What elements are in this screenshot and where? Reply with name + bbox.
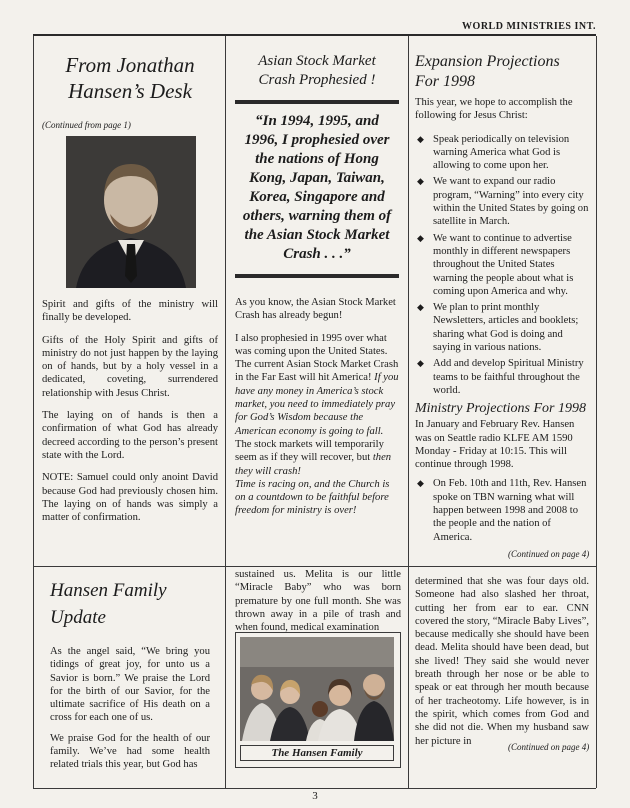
family-photo [240, 637, 394, 741]
list-item-text: We plan to print monthly Newsletters, articles and booklets; sharing what God is doing and saying in various nations. [433, 302, 579, 354]
section-title-jonathan [42, 52, 218, 104]
paragraph: We praise God for the health of our family. We’ve had some health related trials this year, but God has [50, 732, 210, 771]
list-item-text: Add and develop Spiritual Ministry teams to be faithful throughout the world. [433, 358, 584, 396]
list-item-text: We want to continue to advertise monthly in different newspapers throughout the United States warning the people about what is coming upon America and why. [433, 232, 574, 297]
paragraph-emphasis: If you have any money in America’s stock market, you need to immediately pray for God’s Wisdom because the American economy is going to fall. [235, 372, 399, 437]
diamond-bullet-icon: ◆ [417, 133, 424, 144]
title-line: Crash Prophesied ! [258, 72, 376, 88]
column-1 [42, 52, 218, 533]
title-line: Hansen’s Desk [68, 79, 192, 103]
paragraph: determined that she was four days old. Someone had also slashed her throat, cutting her from ear to ear. CNN covered the story, “Miracle Baby Lives”, because medically she should have been dead. Melita should have been dead, but she lived! They said she would never breath through her nose or be able to speak or eat through her mouth because of her tracheotomy. Life however, is in the spirit, which comes from God and she did not die. When my husband saw her picture in [415, 576, 589, 747]
family-photo-frame [235, 632, 401, 768]
pullquote: “In 1994, 1995, and 1996, I prophesied over the nations of Hong Kong, Japan, Taiwan, Korea, Singapore and others, warning them of the Asian Stock Market Crash . . .” [242, 113, 392, 262]
continued-from-note: (Continued from page 1) [42, 120, 131, 130]
bottom-right-column [415, 575, 589, 748]
diamond-bullet-icon: ◆ [417, 358, 424, 369]
paragraph: The laying on of hands is then a confirmation of what God has already decreed according to the person’s present state with the Lord. [42, 410, 218, 461]
family-photo-caption: The Hansen Family [271, 747, 363, 759]
paragraph: NOTE: Samuel could only anoint David because God had previously chosen him. The laying on of hands was simply a matter of confirmation. [42, 472, 218, 524]
jonathan-article-body [42, 298, 218, 524]
continued-on-note-bottom: (Continued on page 4) [508, 742, 590, 752]
paragraph: As the angel said, “We bring you tidings of great joy, for unto us a Savior is born.” We praise the Lord for the birth of our Savior, for the ultimate sacrifice of His death on a cross for each one of us. [50, 646, 210, 724]
section-title-asian-crash [235, 52, 399, 90]
bottom-border [33, 788, 596, 789]
title-line: Hansen Family [50, 580, 167, 601]
title-line: Update [50, 607, 106, 628]
expansion-bullet-list [415, 133, 590, 398]
list-item [415, 477, 590, 543]
column-divider-1 [225, 36, 226, 788]
paragraph-emphasis: then they will crash! [235, 452, 392, 477]
column-3 [415, 52, 590, 547]
paragraph [235, 438, 399, 478]
right-border [596, 36, 597, 788]
expansion-intro: This year, we hope to accomplish the following for Jesus Christ: [415, 97, 573, 122]
title-line: Asian Stock Market [258, 53, 376, 69]
paragraph: Spirit and gifts of the ministry will finally be developed. [42, 299, 218, 324]
diamond-bullet-icon: ◆ [417, 176, 424, 187]
ministry-bullet-list [415, 477, 590, 543]
pullquote-bottom-rule [235, 274, 399, 278]
paragraph: Time is racing on, and the Church is on a countdown to be faithful before freedom for ministry is over! [235, 478, 390, 517]
list-item [415, 175, 590, 228]
diamond-bullet-icon: ◆ [417, 302, 424, 313]
list-item [415, 357, 590, 397]
paragraph: sustained us. Melita is our little “Miracle Baby” who was born premature by one full month. She was thrown away in a pile of trash and when found, medical examination [235, 569, 401, 634]
left-border [33, 36, 34, 788]
diamond-bullet-icon: ◆ [417, 478, 424, 489]
paragraph-text: I also prophesied in 1995 over what was coming upon the United States. The current Asian Stock Market Crash in the Far East will hit America! [235, 332, 399, 384]
page-number: 3 [312, 790, 318, 802]
list-item-text: We want to expand our radio program, “Warning” into every city within the United States by going on satellite in March. [433, 176, 589, 228]
paragraph: Gifts of the Holy Spirit and gifts of ministry do not just happen by the laying on of hands, but by a holy vessel in a dedicated, coveting, surrendered relationship with Jesus Christ. [42, 334, 218, 399]
paragraph: As you know, the Asian Stock Market Crash has already begun! [235, 297, 396, 322]
column-2 [235, 52, 399, 527]
title-line: For 1998 [415, 73, 475, 90]
list-item [415, 232, 590, 298]
family-photo-caption-box [240, 745, 394, 761]
title-line: From Jonathan [65, 53, 195, 77]
bottom-middle-column [235, 568, 401, 634]
ministry-paragraph: In January and February Rev. Hansen was on Seattle radio KLFE AM 1590 Monday - Friday at 10:15. This will continue through 1998. [415, 419, 575, 471]
bottom-left-column [50, 577, 210, 772]
diamond-bullet-icon: ◆ [417, 232, 424, 243]
newsletter-header-label: WORLD MINISTRIES INT. [462, 21, 596, 32]
list-item-text: Speak periodically on television warning America what God is allowing to come upon her. [433, 133, 570, 172]
list-item-text: On Feb. 10th and 11th, Rev. Hansen spoke on TBN warning what will happen between 1998 and 2008 to the people and the nation of America. [433, 478, 587, 543]
column-divider-2 [408, 36, 409, 788]
paragraph [235, 332, 399, 438]
paragraph-text: The stock markets will temporarily seem as if they will recover, but [235, 438, 384, 464]
list-item [415, 133, 590, 173]
section-title-expansion [415, 52, 590, 92]
section-title-family-update [50, 577, 210, 631]
ministry-projections-subtitle: Ministry Projections For 1998 [415, 401, 586, 417]
portrait-photo [66, 136, 196, 288]
continued-on-note: (Continued on page 4) [508, 549, 590, 559]
section-divider [33, 566, 596, 567]
asian-crash-article-body [235, 296, 399, 518]
list-item [415, 301, 590, 354]
title-line: Expansion Projections [415, 53, 560, 70]
